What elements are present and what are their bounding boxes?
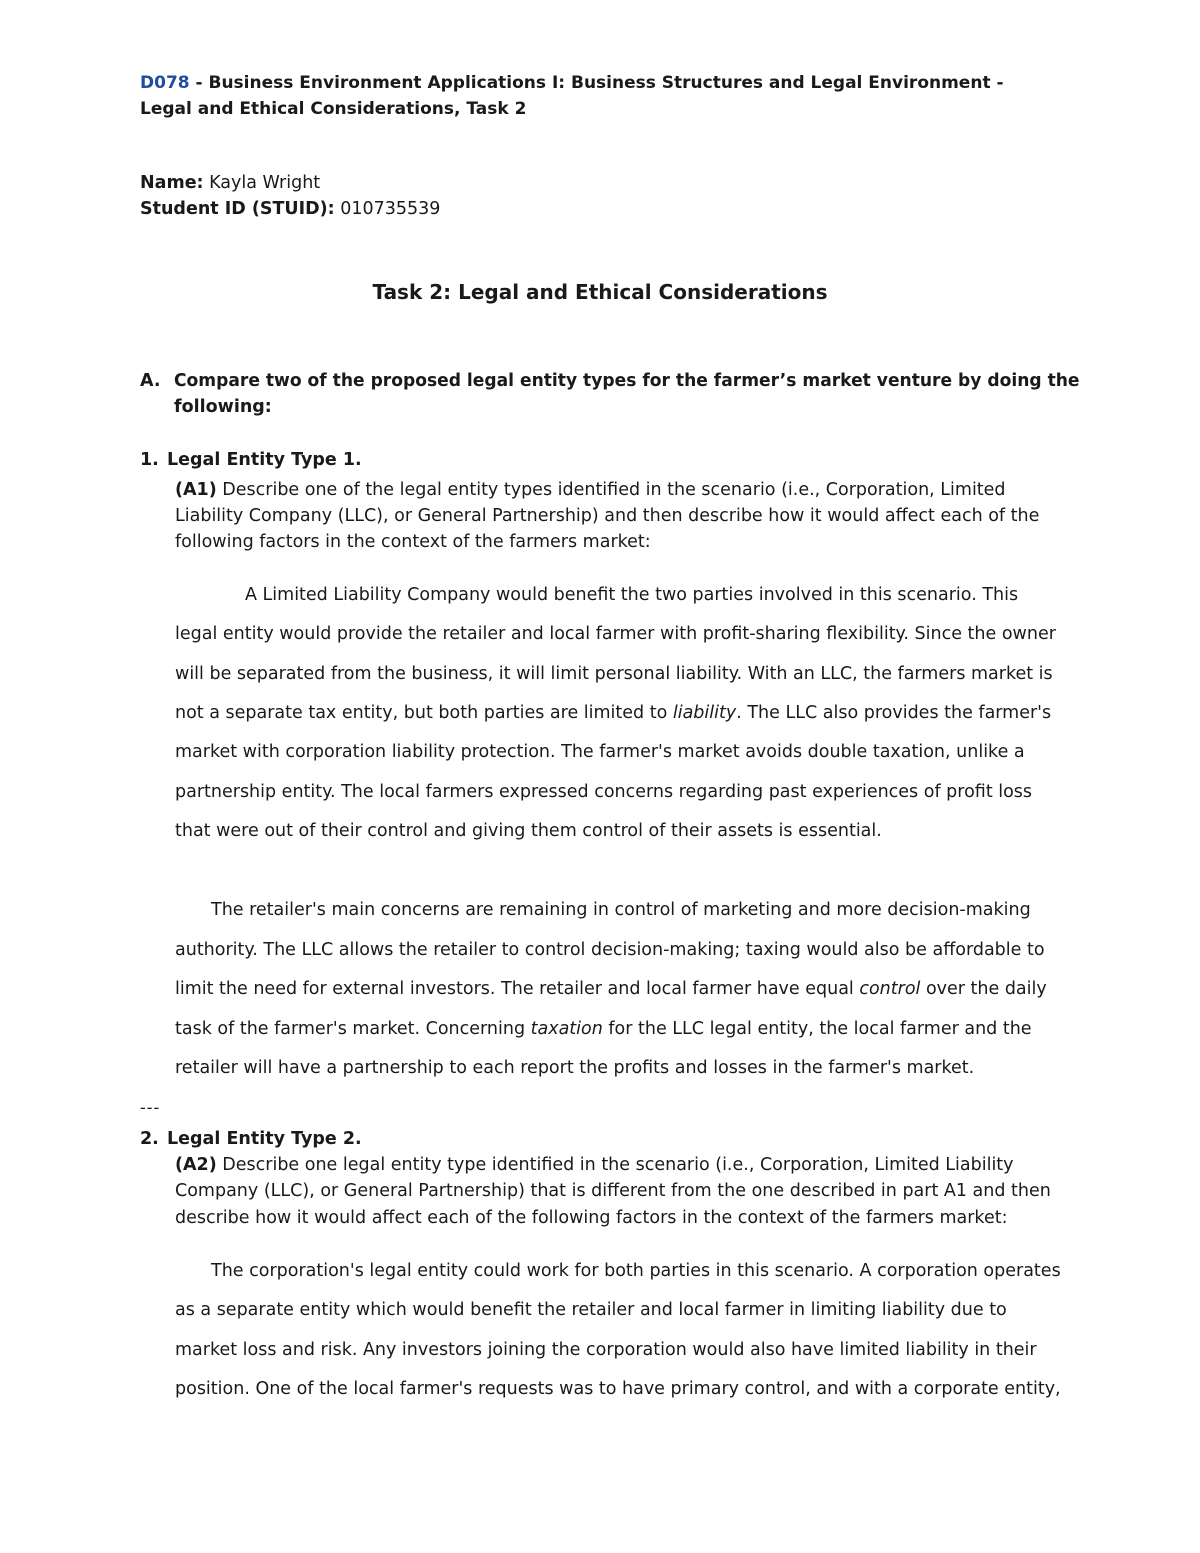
item-1-para-1-line-7: that were out of their control and giving them control of their assets is essential. [175,821,882,841]
item-1-prompt-line-2: Liability Company (LLC), or General Partnership) and then describe how it would affect each of the [175,506,1040,526]
item-2-para-1-line-4: position. One of the local farmer's requests was to have primary control, and with a corporate entity, [175,1379,1061,1399]
emphasis-taxation: taxation [530,1019,603,1039]
item-1-heading: Legal Entity Type 1. [167,450,362,470]
item-1-para-1-line-4: not a separate tax entity, but both parties are limited to liability. The LLC also provides the farmer's [175,703,1052,723]
item-2-para-1-line-2: as a separate entity which would benefit the retailer and local farmer in limiting liability due to [175,1300,1007,1320]
item-2-prompt-line-3: describe how it would affect each of the following factors in the context of the farmers market: [175,1208,1008,1228]
item-1-para-2-line-5: retailer will have a partnership to each report the profits and losses in the farmer's market. [175,1058,975,1078]
item-1-para-2-line-2: authority. The LLC allows the retailer to control decision-making; taxing would also be affordable to [175,940,1045,960]
item-1-prompt-label: (A1) [175,480,217,500]
item-1-para-2-line-4: task of the farmer's market. Concerning taxation for the LLC legal entity, the local farmer and the [175,1019,1032,1039]
item-1-para-1-line-2: legal entity would provide the retailer and local farmer with profit-sharing flexibility. Since the owner [175,624,1056,644]
student-id-label: Student ID (STUID): [140,199,335,219]
item-2-prompt-line-1: (A2) Describe one legal entity type identified in the scenario (i.e., Corporation, Limited Liability [175,1155,1014,1175]
section-a-marker: A. [140,371,161,391]
course-title: - Business Environment Applications I: Business Structures and Legal Environment - Legal and Ethical Considerations, Task 2 [140,73,1004,119]
item-1-prompt-line-1: (A1) Describe one of the legal entity types identified in the scenario (i.e., Corporation, Limited [175,480,1006,500]
student-id-value: 010735539 [334,199,441,219]
student-id [140,197,440,221]
item-1-para-2-line-1: The retailer's main concerns are remaining in control of marketing and more decision-making [211,900,1031,920]
item-1-para-1-line-3: will be separated from the business, it will limit personal liability. With an LLC, the farmers market is [175,664,1053,684]
emphasis-control: control [859,979,921,999]
item-2-para-1-line-3: market loss and risk. Any investors joining the corporation would also have limited liability in their [175,1340,1037,1360]
item-2-marker: 2. [140,1129,159,1149]
item-2-para-1-line-1: The corporation's legal entity could work for both parties in this scenario. A corporation operates [211,1261,1061,1281]
item-2-prompt-line-2: Company (LLC), or General Partnership) that is different from the one described in part A1 and then [175,1181,1051,1201]
course-code: D078 [140,73,190,93]
item-2-heading: Legal Entity Type 2. [167,1129,362,1149]
item-1-para-1-line-1: A Limited Liability Company would benefit the two parties involved in this scenario. This [245,585,1019,605]
name-label: Name: [140,173,204,193]
section-a-line-2: following: [174,397,272,417]
separator: --- [140,1098,161,1117]
document-header [140,70,1040,122]
item-1-prompt-line-3: following factors in the context of the farmers market: [175,532,651,552]
item-1-para-2-line-3: limit the need for external investors. The retailer and local farmer have equal control over the daily [175,979,1047,999]
student-name [140,171,320,195]
emphasis-liability: liability [672,703,737,723]
section-a-line-1: Compare two of the proposed legal entity types for the farmer’s market venture by doing the [174,371,1080,391]
item-1-para-1-line-5: market with corporation liability protection. The farmer's market avoids double taxation, unlike a [175,742,1025,762]
task-title: Task 2: Legal and Ethical Considerations [372,280,828,304]
name-value: Kayla Wright [203,173,321,193]
item-1-marker: 1. [140,450,159,470]
item-2-prompt-label: (A2) [175,1155,217,1175]
item-1-para-1-line-6: partnership entity. The local farmers expressed concerns regarding past experiences of profit loss [175,782,1033,802]
